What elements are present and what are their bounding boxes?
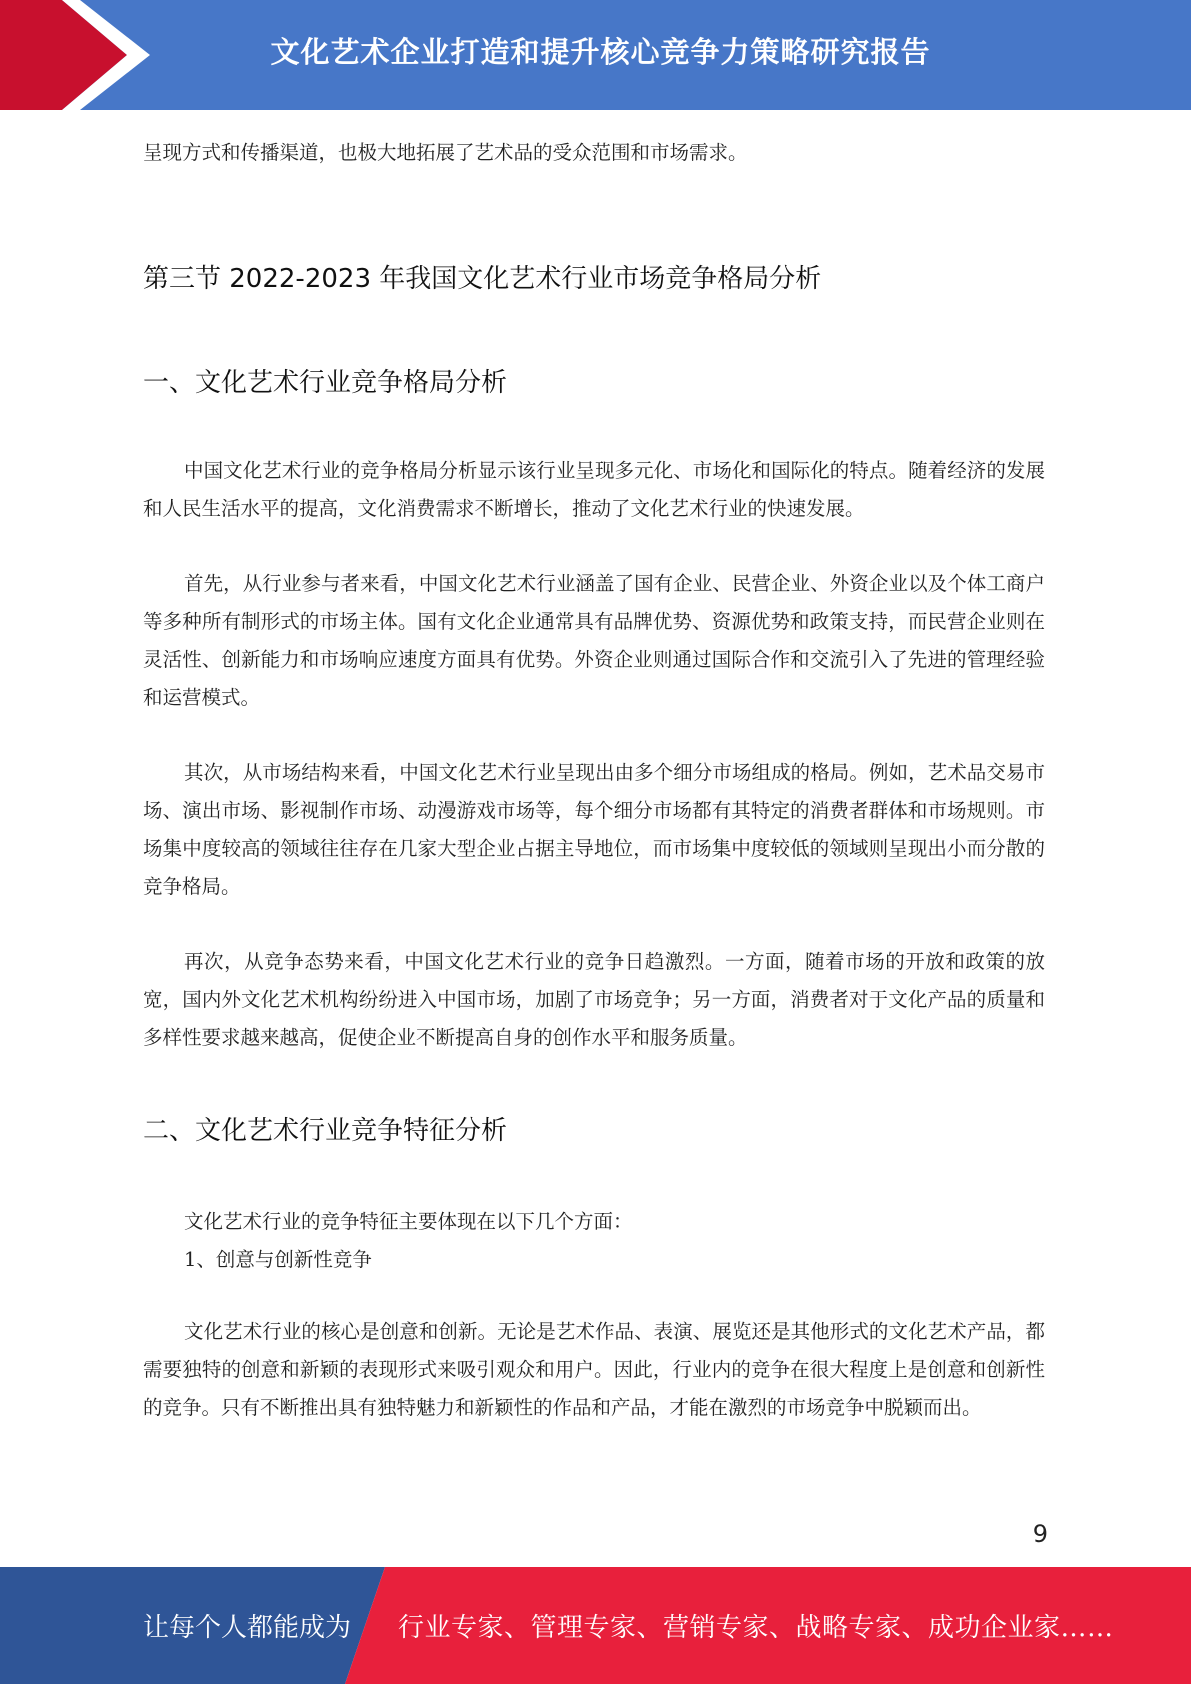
paragraph-2: 首先，从行业参与者来看，中国文化艺术行业涵盖了国有企业、民营企业、外资企业以及个体工商户等多种所有制形式的市场主体。国有文化企业通常具有品牌优势、资源优势和政策支持，而民营企业则在灵活性、创新能力和市场响应速度方面具有优势。外资企业则通过国际合作和交流引入了先进的管理经验和运营模式。: [143, 572, 1045, 709]
list-item-1: 1、创意与创新性竞争: [184, 1248, 372, 1271]
intro-paragraph: 呈现方式和传播渠道，也极大地拓展了艺术品的受众范围和市场需求。: [143, 141, 748, 164]
paragraph-1: 中国文化艺术行业的竞争格局分析显示该行业呈现多元化、市场化和国际化的特点。随着经济的发展和人民生活水平的提高，文化消费需求不断增长，推动了文化艺术行业的快速发展。: [143, 459, 1045, 520]
section-title: 第三节 2022-2023 年我国文化艺术行业市场竞争格局分析: [143, 264, 822, 294]
list-intro: 文化艺术行业的竞争特征主要体现在以下几个方面：: [184, 1210, 633, 1233]
subsection-title-1: 一、文化艺术行业竞争格局分析: [143, 368, 508, 398]
subsection-title-2: 二、文化艺术行业竞争特征分析: [143, 1116, 508, 1146]
footer-slogan-right: 行业专家、管理专家、营销专家、战略专家、成功企业家……: [398, 1613, 1114, 1643]
paragraph-5: 文化艺术行业的核心是创意和创新。无论是艺术作品、表演、展览还是其他形式的文化艺术产品，都需要独特的创意和新颖的表现形式来吸引观众和用户。因此，行业内的竞争在很大程度上是创意和创新性的竞争。只有不断推出具有独特魅力和新颖性的作品和产品，才能在激烈的市场竞争中脱颖而出。: [143, 1320, 1045, 1419]
header-bar: [0, 0, 1191, 110]
page-number: 9: [1032, 1520, 1048, 1548]
footer-slogan-left: 让每个人都能成为: [143, 1613, 352, 1643]
footer-bar: [0, 1567, 1191, 1684]
chevron-decoration: [0, 0, 160, 110]
paragraph-3: 其次，从市场结构来看，中国文化艺术行业呈现出由多个细分市场组成的格局。例如，艺术品交易市场、演出市场、影视制作市场、动漫游戏市场等，每个细分市场都有其特定的消费者群体和市场规则。市场集中度较高的领域往往存在几家大型企业占据主导地位，而市场集中度较低的领域则呈现出小而分散的竞争格局。: [143, 761, 1045, 898]
header-title: 文化艺术企业打造和提升核心竞争力策略研究报告: [270, 34, 931, 69]
paragraph-4: 再次，从竞争态势来看，中国文化艺术行业的竞争日趋激烈。一方面，随着市场的开放和政策的放宽，国内外文化艺术机构纷纷进入中国市场，加剧了市场竞争；另一方面，消费者对于文化产品的质量和多样性要求越来越高，促使企业不断提高自身的创作水平和服务质量。: [143, 950, 1045, 1049]
